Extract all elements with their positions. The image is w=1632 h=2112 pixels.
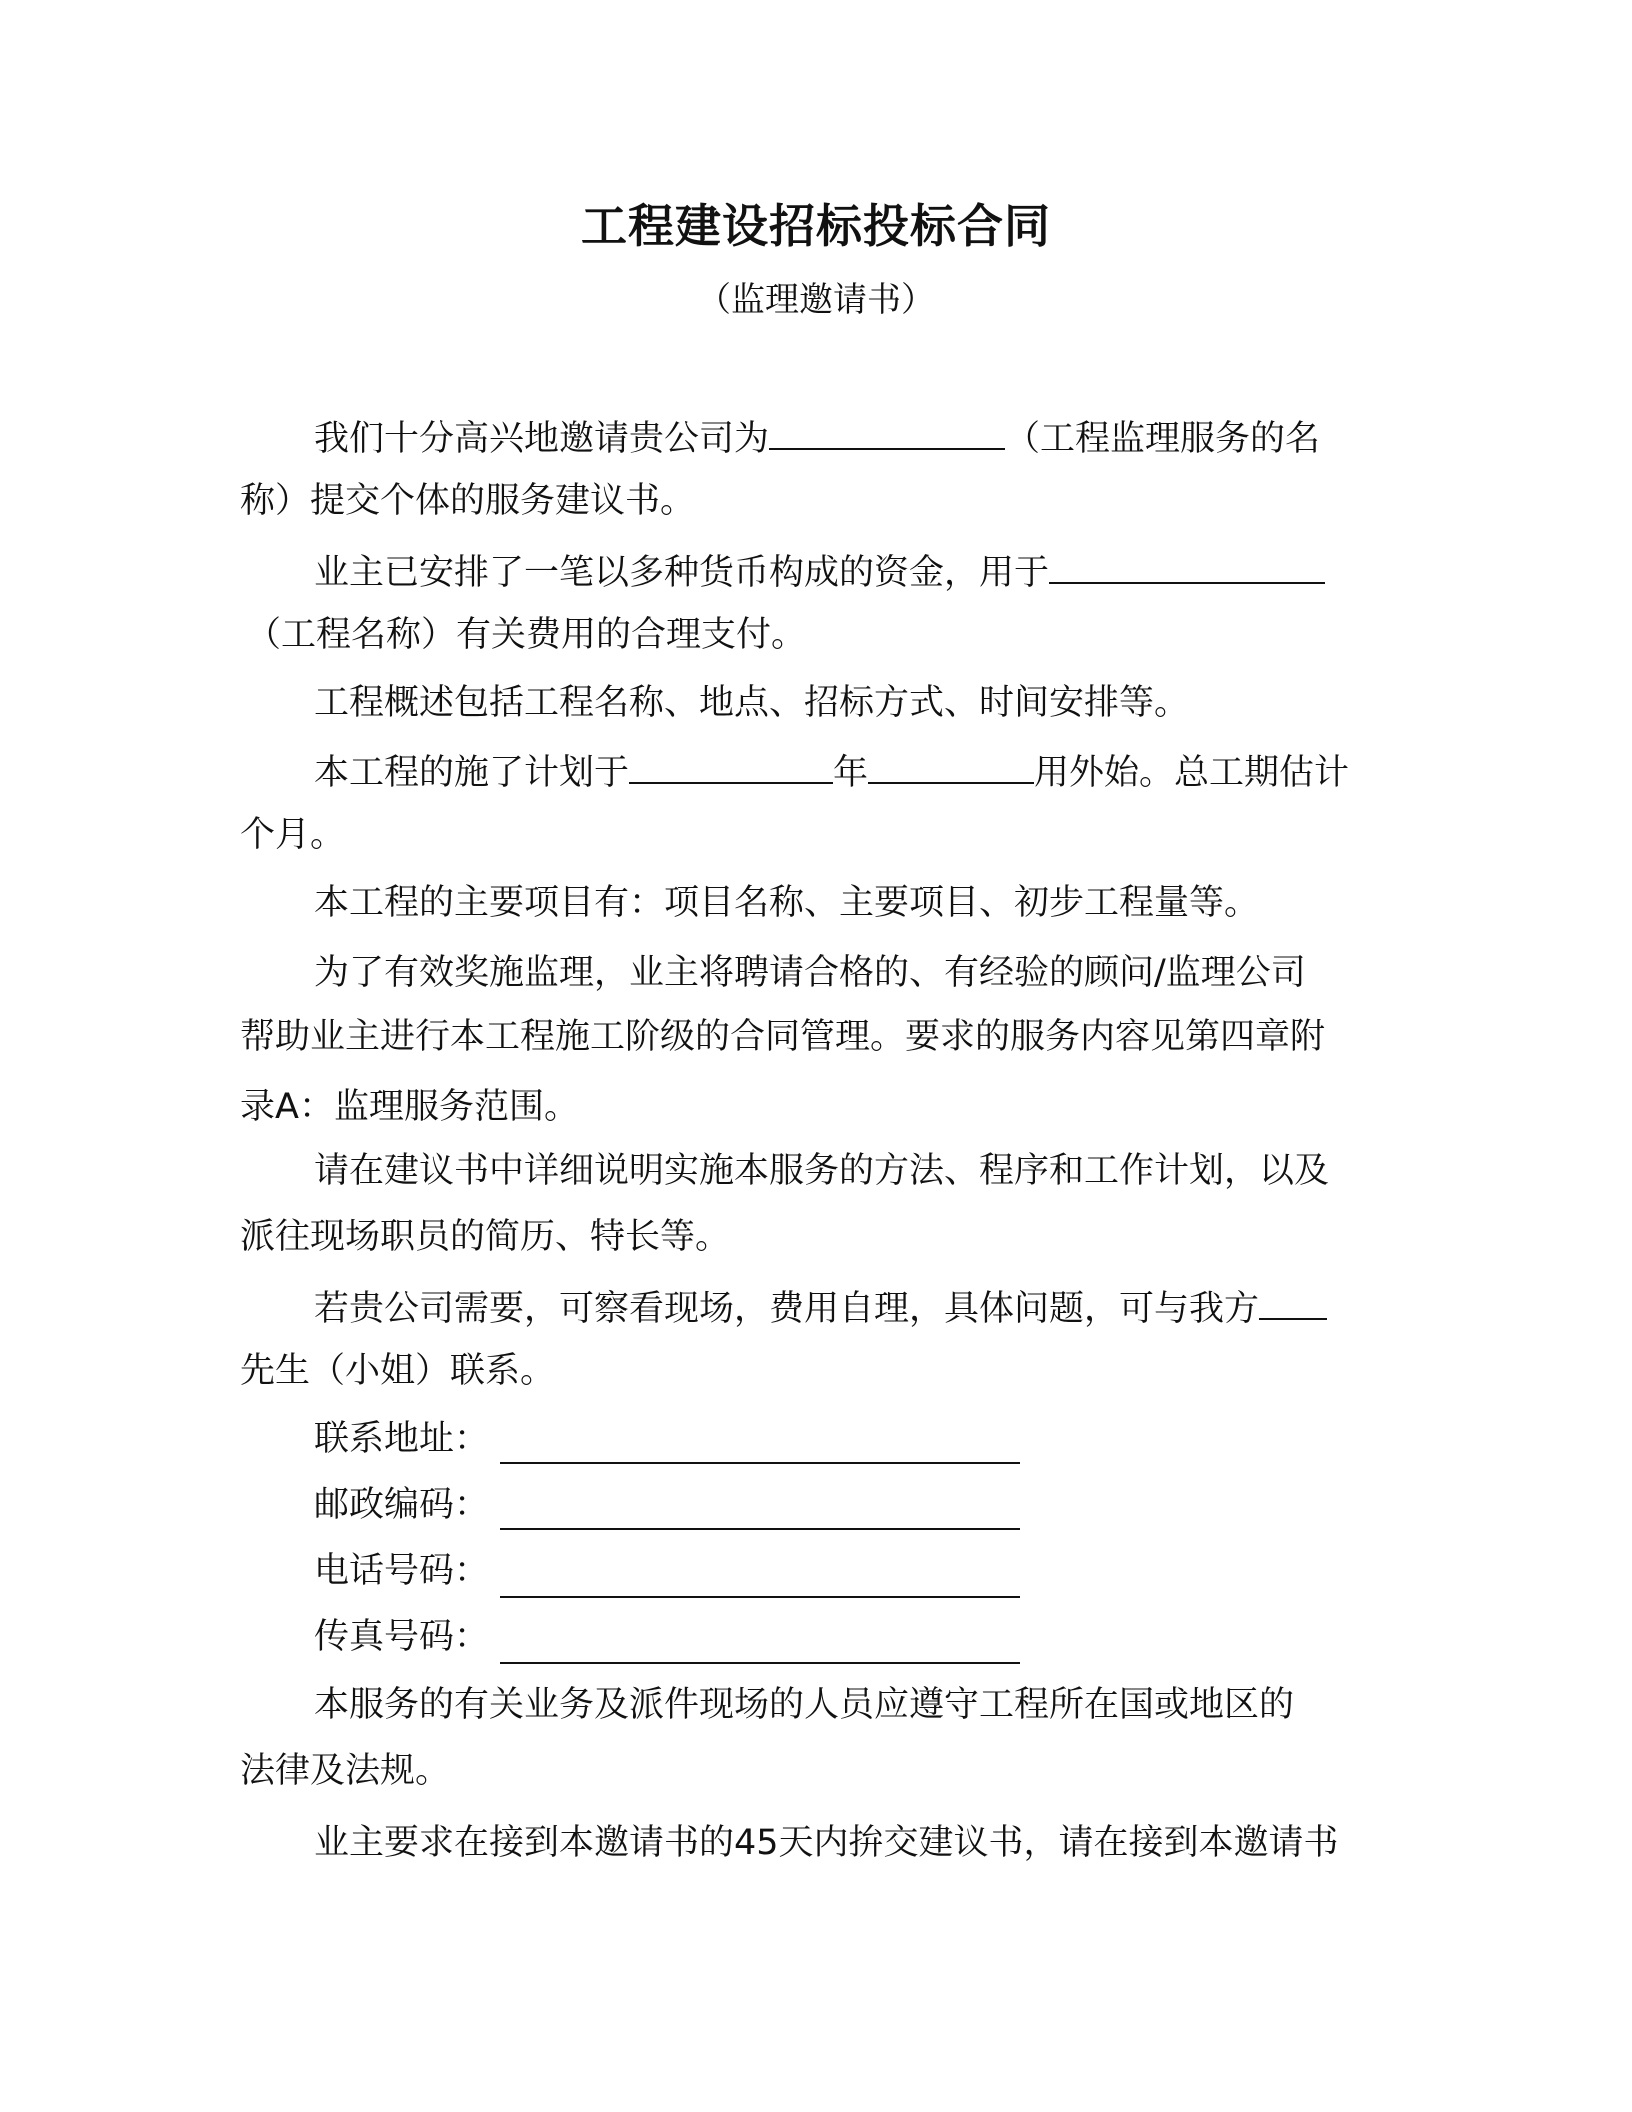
- contact-fax-label: 传真号码：: [314, 1617, 490, 1657]
- paragraph-text: 用外始。总工期估计: [1034, 753, 1350, 793]
- paragraph-1-line-1: [314, 410, 1320, 464]
- fill-blank: [769, 410, 1005, 450]
- paragraph-8-line-2: 先生（小姐）联系。: [240, 1351, 556, 1391]
- paragraph-6-line-2: 帮助业主进行本工程施工阶级的合同管理。要求的服务内容见第四章附: [240, 1017, 1326, 1057]
- paragraph-6-line-1: 为了有效奖施监理，业主将聘请合格的、有经验的顾问/监理公司: [314, 953, 1306, 993]
- paragraph-text: 我们十分高兴地邀请贵公司为: [314, 419, 770, 459]
- fill-blank: [868, 744, 1034, 784]
- paragraph-7-line-2: 派往现场职员的简历、特长等。: [240, 1217, 731, 1257]
- paragraph-10-line-1: 业主要求在接到本邀请书的45天内拚交建议书，请在接到本邀请书: [314, 1823, 1339, 1863]
- paragraph-text: （工程监理服务的名: [1005, 419, 1321, 459]
- paragraph-4-line-1: [314, 744, 1349, 798]
- paragraph-9-line-1: 本服务的有关业务及派件现场的人员应遵守工程所在国或地区的: [314, 1685, 1295, 1725]
- paragraph-3: 工程概述包括工程名称、地点、招标方式、时间安排等。: [314, 683, 1190, 723]
- paragraph-8-line-1: [314, 1280, 1327, 1334]
- paragraph-2-line-2: （工程名称）有关费用的合理支付。: [246, 615, 807, 655]
- contact-postcode-line: [500, 1528, 1020, 1530]
- paragraph-7-line-1: 请在建议书中详细说明实施本服务的方法、程序和工作计划，以及: [314, 1151, 1330, 1191]
- paragraph-2-line-1: [314, 544, 1325, 598]
- paragraph-text: 本工程的施了计划于: [314, 753, 630, 793]
- contact-postcode-label: 邮政编码：: [314, 1485, 490, 1525]
- paragraph-text: 业主已安排了一笔以多种货币构成的资金，用于: [314, 553, 1050, 593]
- fill-blank: [1259, 1280, 1327, 1320]
- paragraph-6-line-3: 录A：监理服务范围。: [240, 1087, 579, 1127]
- fill-blank: [629, 744, 833, 784]
- paragraph-text: 若贵公司需要，可察看现场，费用自理，具体问题，可与我方: [314, 1289, 1260, 1329]
- paragraph-4-line-2: 个月。: [240, 815, 346, 855]
- contact-phone-label: 电话号码：: [314, 1551, 490, 1591]
- contact-address-line: [500, 1462, 1020, 1464]
- contact-address-label: 联系地址：: [314, 1419, 490, 1459]
- paragraph-1-line-2: 称）提交个体的服务建议书。: [240, 481, 696, 521]
- paragraph-9-line-2: 法律及法规。: [240, 1751, 451, 1791]
- contact-phone-line: [500, 1596, 1020, 1598]
- document-subtitle: （监理邀请书）: [697, 280, 935, 320]
- paragraph-text: 年: [833, 753, 869, 793]
- contact-fax-line: [500, 1662, 1020, 1664]
- fill-blank: [1049, 544, 1325, 584]
- paragraph-5: 本工程的主要项目有：项目名称、主要项目、初步工程量等。: [314, 883, 1260, 923]
- document-title: 工程建设招标投标合同: [581, 199, 1051, 253]
